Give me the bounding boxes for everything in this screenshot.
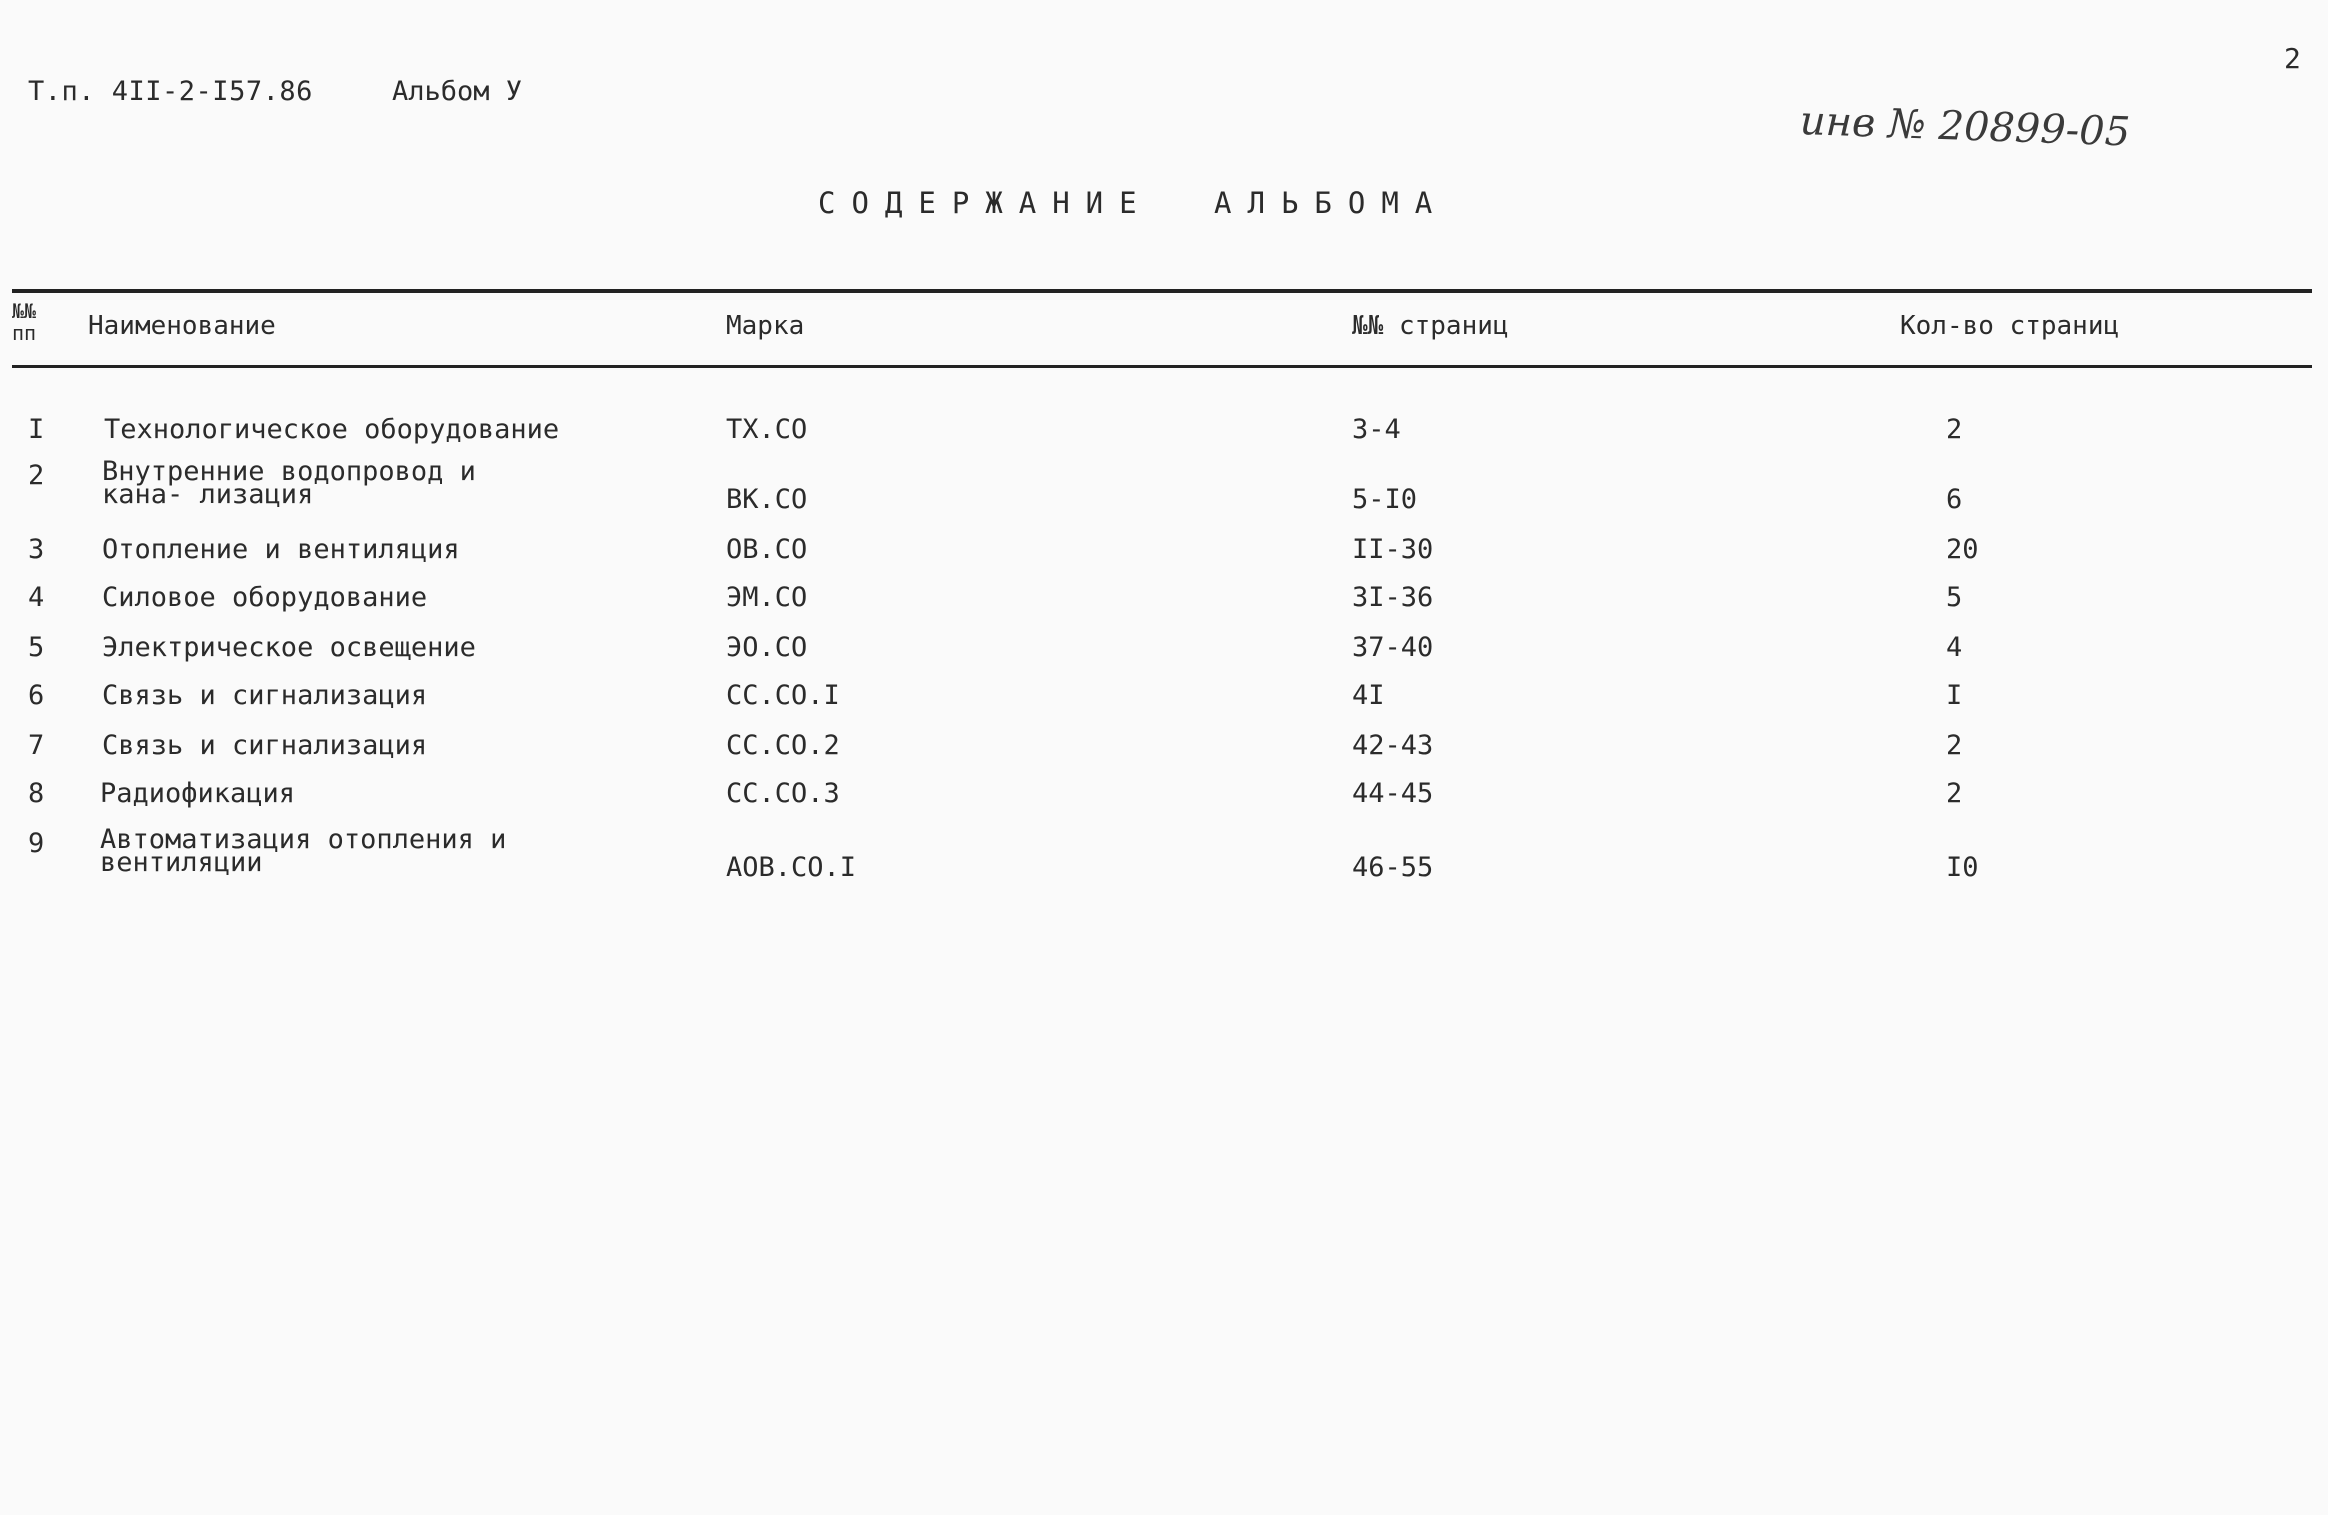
row-name: Электрическое освещение xyxy=(102,632,476,663)
row-pages: 42-43 xyxy=(1352,730,1434,761)
row-mark: ЭО.СО xyxy=(726,632,808,663)
row-num: I xyxy=(28,414,45,445)
row-count: 2 xyxy=(1946,730,1963,761)
row-num: 2 xyxy=(28,460,45,491)
column-header-pages: №№ страниц xyxy=(1352,311,1509,341)
row-name: Связь и сигнализация xyxy=(102,730,428,761)
row-count: 5 xyxy=(1946,582,1963,613)
row-count: I xyxy=(1946,680,1963,711)
row-mark: ЭМ.СО xyxy=(726,582,808,613)
row-mark: АОВ.СО.I xyxy=(726,852,857,883)
document-code: Т.п. 4II-2-I57.86 xyxy=(28,76,313,107)
row-pages: 3-4 xyxy=(1352,414,1401,445)
row-name: Внутренние водопровод и кана- лизация xyxy=(102,456,476,510)
row-count: 20 xyxy=(1946,534,1979,565)
column-header-count: Кол-во страниц xyxy=(1900,311,2120,341)
row-name: Радиофикация xyxy=(100,778,296,809)
column-header-num: №№ пп xyxy=(12,299,37,345)
row-num: 3 xyxy=(28,534,45,565)
row-pages: 46-55 xyxy=(1352,852,1434,883)
row-name: Автоматизация отопления и вентиляции xyxy=(100,824,507,878)
row-mark: ТХ.СО xyxy=(726,414,808,445)
row-num: 5 xyxy=(28,632,45,663)
row-num: 8 xyxy=(28,778,45,809)
row-pages: 44-45 xyxy=(1352,778,1434,809)
row-count: 4 xyxy=(1946,632,1963,663)
row-count: 6 xyxy=(1946,484,1963,515)
inventory-stamp: инв № 20899-05 xyxy=(1799,98,2131,156)
row-count: I0 xyxy=(1946,852,1979,883)
row-pages: II-30 xyxy=(1352,534,1434,565)
row-mark: СС.СО.I xyxy=(726,680,840,711)
row-count: 2 xyxy=(1946,414,1963,445)
table-header-rule xyxy=(12,365,2312,368)
row-mark: СС.СО.2 xyxy=(726,730,840,761)
row-pages: 4I xyxy=(1352,680,1385,711)
row-num: 9 xyxy=(28,828,45,859)
column-header-name: Наименование xyxy=(88,311,276,341)
album-title: СОДЕРЖАНИЕ АЛЬБОМА xyxy=(818,186,1449,220)
column-header-mark: Марка xyxy=(726,311,805,341)
row-num: 6 xyxy=(28,680,45,711)
row-name: Отопление и вентиляция xyxy=(102,534,460,565)
album-label: Альбом У xyxy=(392,76,523,107)
row-count: 2 xyxy=(1946,778,1963,809)
row-num: 7 xyxy=(28,730,45,761)
table-top-rule xyxy=(12,289,2312,293)
row-name: Технологическое оборудование xyxy=(104,414,560,445)
row-pages: 5-I0 xyxy=(1352,484,1418,515)
row-mark: ОВ.СО xyxy=(726,534,808,565)
row-mark: СС.СО.3 xyxy=(726,778,840,809)
page-number: 2 xyxy=(2284,42,2301,75)
row-pages: 3I-36 xyxy=(1352,582,1434,613)
row-name: Связь и сигнализация xyxy=(102,680,428,711)
row-pages: 37-40 xyxy=(1352,632,1434,663)
row-num: 4 xyxy=(28,582,45,613)
row-mark: ВК.СО xyxy=(726,484,808,515)
row-name: Силовое оборудование xyxy=(102,582,428,613)
